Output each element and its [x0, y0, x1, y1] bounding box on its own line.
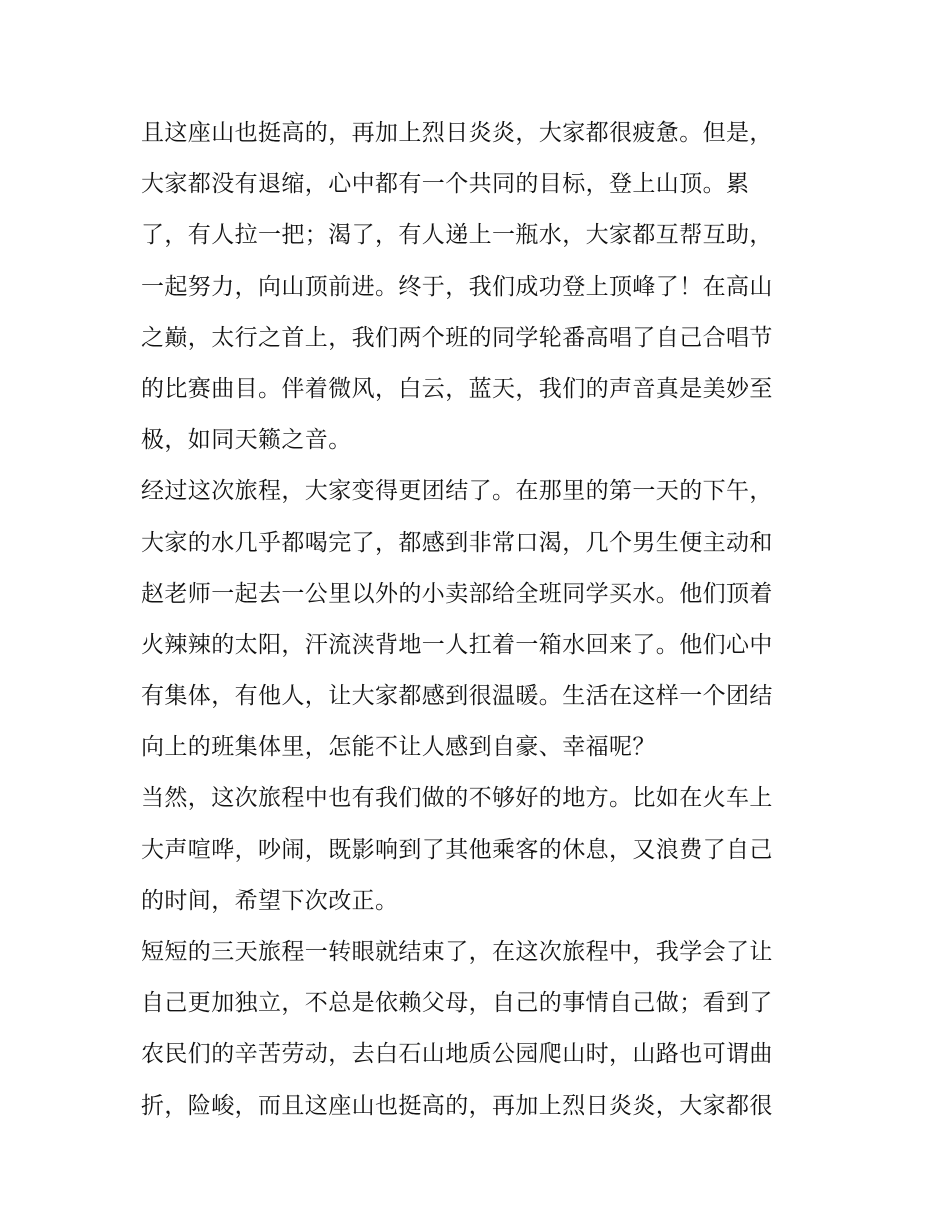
text-line: 经过这次旅程，大家变得更团结了。在那里的第一天的下午， — [141, 478, 773, 505]
text-line: 且这座山也挺高的，再加上烈日炎炎，大家都很疲惫。但是， — [141, 120, 773, 146]
text-line: 折，险峻，而且这座山也挺高的，再加上烈日炎炎，大家都很 — [141, 1092, 773, 1119]
text-line: 一起努力，向山顶前进。终于，我们成功登上顶峰了！在高山 — [141, 273, 773, 300]
document-page — [141, 108, 821, 1132]
text-line: 之巅，太行之首上，我们两个班的同学轮番高唱了自己合唱节 — [141, 324, 773, 351]
text-line: 向上的班集体里，怎能不让人感到自豪、幸福呢？ — [141, 734, 656, 761]
text-line: 了，有人拉一把；渴了，有人递上一瓶水，大家都互帮互助， — [141, 222, 773, 249]
text-line: 极，如同天籁之音。 — [141, 427, 352, 454]
text-line: 火辣辣的太阳，汗流浃背地一人扛着一箱水回来了。他们心中 — [141, 631, 773, 658]
text-line: 的时间，希望下次改正。 — [141, 887, 399, 914]
text-line: 大声喧哗，吵闹，既影响到了其他乘客的休息，又浪费了自己 — [141, 836, 773, 863]
text-line: 当然，这次旅程中也有我们做的不够好的地方。比如在火车上 — [141, 785, 773, 812]
text-line: 赵老师一起去一公里以外的小卖部给全班同学买水。他们顶着 — [141, 580, 773, 607]
text-line: 的比赛曲目。伴着微风，白云，蓝天，我们的声音真是美妙至 — [141, 375, 773, 402]
text-line: 有集体，有他人，让大家都感到很温暖。生活在这样一个团结 — [141, 683, 773, 710]
text-line: 自己更加独立，不总是依赖父母，自己的事情自己做；看到了 — [141, 990, 773, 1017]
text-line: 大家都没有退缩，心中都有一个共同的目标，登上山顶。累 — [141, 171, 750, 198]
text-line: 大家的水几乎都喝完了，都感到非常口渴，几个男生便主动和 — [141, 529, 773, 556]
text-line: 短短的三天旅程一转眼就结束了，在这次旅程中，我学会了让 — [141, 939, 773, 965]
text-line: 农民们的辛苦劳动，去白石山地质公园爬山时，山路也可谓曲 — [141, 1041, 773, 1068]
